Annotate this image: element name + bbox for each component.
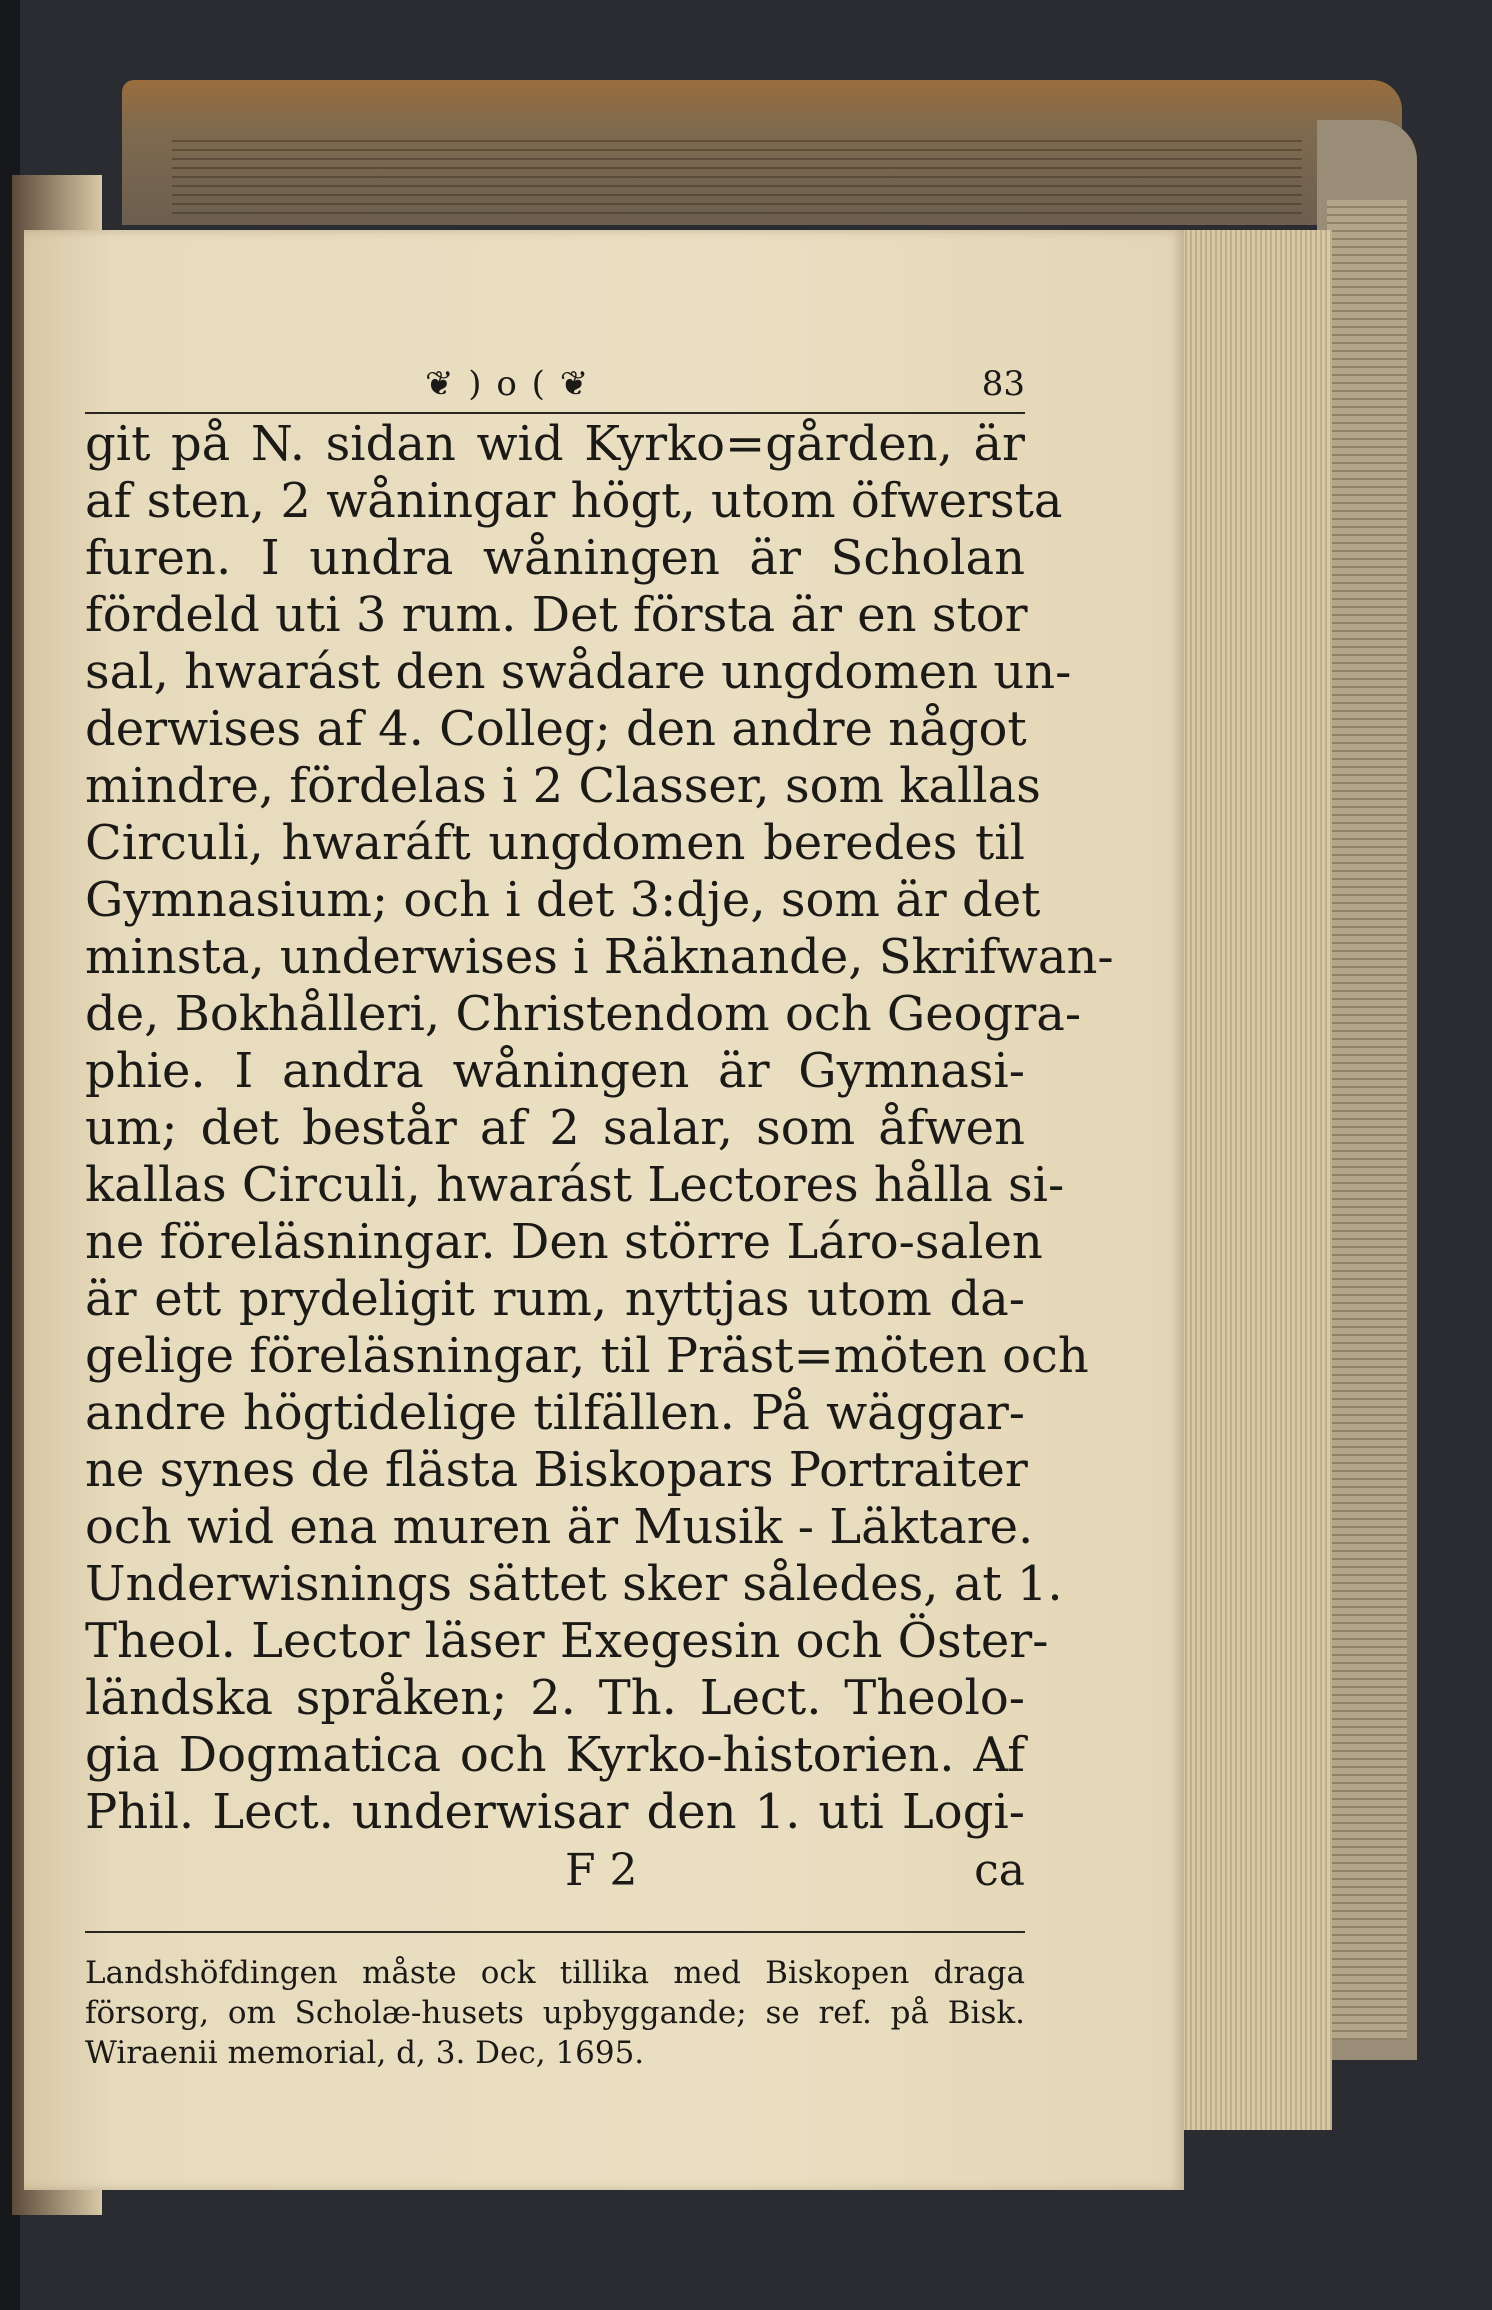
text-line: um; det består af 2 salar, som åfwen [85,1100,1025,1156]
text-line: mindre, fördelas i 2 Classer, som kallas [85,758,1041,814]
text-line: derwises af 4. Colleg; den andre något [85,701,1027,757]
text-line: kallas Circuli, hwarást Lectores hålla si- [85,1157,1065,1213]
text-line: är ett prydeligit rum, nyttjas utom da- [85,1271,1025,1327]
book-cover-edge [1327,200,1407,2040]
body-text [85,416,1114,1841]
text-line: Phil. Lect. underwisar den 1. uti Logi- [85,1784,1025,1840]
text-line: phie. I andra wåningen är Gymnasi- [85,1043,1025,1099]
running-header [85,360,1025,414]
header-ornament: ❦ ) o ( ❦ [425,364,591,404]
text-line: Circuli, hwaráft ungdomen beredes til [85,815,1025,871]
catchword: ca [974,1845,1025,1896]
text-line: och wid ena muren är Musik - Läktare. [85,1499,1034,1555]
footnote-line: Landshöfdingen måste ock tillika med Biskopen draga [85,1955,1025,1991]
text-line: fördeld uti 3 rum. Det första är en stor [85,587,1028,643]
text-line: af sten, 2 wåningar högt, utom öfwersta [85,473,1063,529]
page-edges-top [172,140,1302,220]
text-line: ne föreläsningar. Den större Láro-salen [85,1214,1043,1270]
text-line: minsta, underwises i Räknande, Skrifwan- [85,929,1114,985]
text-line: git på N. sidan wid Kyrko=gården, är [85,416,1025,472]
page-content [85,360,1114,2073]
footnote-line: försorg, om Scholæ-husets upbyggande; se ref. på Bisk. [85,1995,1025,2031]
text-line: sal, hwarást den swådare ungdomen un- [85,644,1072,700]
text-line: Underwisnings sättet sker således, at 1. [85,1556,1063,1612]
text-line: gelige föreläsningar, til Präst=möten och [85,1328,1089,1384]
footnote-line: Wiraenii memorial, d, 3. Dec, 1695. [85,2035,645,2071]
text-line: ländska språken; 2. Th. Lect. Theolo- [85,1670,1025,1726]
footnote [85,1953,1025,2073]
text-line: ne synes de flästa Biskopars Portraiter [85,1442,1028,1498]
text-line: de, Bokhålleri, Christendom och Geogra- [85,986,1082,1042]
text-line: gia Dogmatica och Kyrko-historien. Af [85,1727,1025,1783]
page-number: 83 [981,364,1025,404]
text-line: Theol. Lector läser Exegesin och Öster- [85,1613,1049,1669]
text-line: andre högtidelige tilfällen. På wäggar- [85,1385,1025,1441]
page-stack [1182,230,1332,2130]
signature-mark: F 2 [565,1845,638,1896]
footnote-rule [85,1931,1025,1933]
text-line: Gymnasium; och i det 3:dje, som är det [85,872,1041,928]
page-footer [85,1845,1025,1905]
text-line: furen. I undra wåningen är Scholan [85,530,1025,586]
